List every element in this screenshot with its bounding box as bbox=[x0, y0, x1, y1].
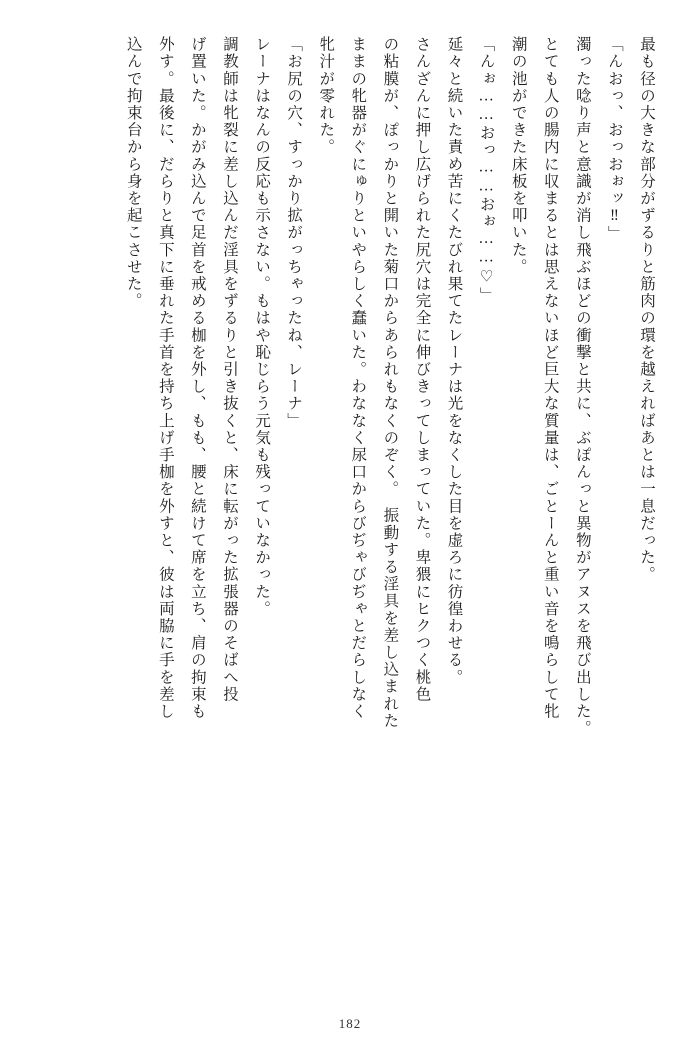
paragraph: レーナはなんの反応も示さない。もはや恥じらう元気も残っていなかった。 bbox=[253, 36, 271, 618]
paragraph: さんざんに押し広げられた尻穴は完全に伸びきってしまっていた。卑猥にヒクつく桃色 bbox=[413, 36, 431, 703]
paragraph: 最も径の大きな部分がずるりと筋肉の環を越えればあとは一息だった。 bbox=[638, 36, 655, 584]
paragraph: 濁った唸り声と意識が消し飛ぶほどの衝撃と共に、ぶぽんっと異物がアヌスを飛び出した。 bbox=[573, 36, 591, 738]
paragraph: 込んで拘束台から身を起こさせた。 bbox=[124, 36, 142, 310]
paragraph: 調教師は牝裂に差し込んだ淫具をずるりと引き抜くと、床に転がった拡張器のそばへ投 bbox=[220, 36, 238, 703]
paragraph: 「んおっ、おっおぉッ‼」 bbox=[605, 36, 623, 243]
paragraph: 「お尻の穴、すっかり拡がっちゃったね、レーナ」 bbox=[285, 36, 303, 430]
paragraph: 外す。最後に、だらりと真下に垂れた手首を持ち上げ手枷を外すと、彼は両脇に手を差し bbox=[156, 36, 174, 720]
body-text bbox=[40, 36, 662, 991]
page-number: 182 bbox=[338, 1016, 362, 1031]
paragraph: 延々と続いた責め苦にくたびれ果てたレーナは光をなくした目を虚ろに彷徨わせる。 bbox=[445, 36, 463, 686]
paragraph: げ置いた。かがみ込んで足首を戒める枷を外し、もも、腰と続けて席を立ち、肩の拘束も bbox=[188, 36, 206, 720]
paragraph: ままの牝器がぐにゅりといやらしく蠢いた。わななく尿口からびぢゃびぢゃとだらしなく bbox=[349, 36, 367, 720]
paragraph: とても人の腸内に収まるとは思えないほど巨大な質量は、ごとーんと重い音を鳴らして牝 bbox=[541, 36, 559, 720]
paragraph: の粘膜が、ぽっかりと開いた菊口からあられもなくのぞく。 振動する淫具を差し込まれた bbox=[381, 36, 399, 730]
paragraph: 牝汁が零れた。 bbox=[317, 36, 335, 156]
paragraph: 潮の池ができた床板を叩いた。 bbox=[509, 36, 527, 276]
paragraph: 「んぉ……おっ……おぉ……♡」 bbox=[477, 36, 495, 304]
